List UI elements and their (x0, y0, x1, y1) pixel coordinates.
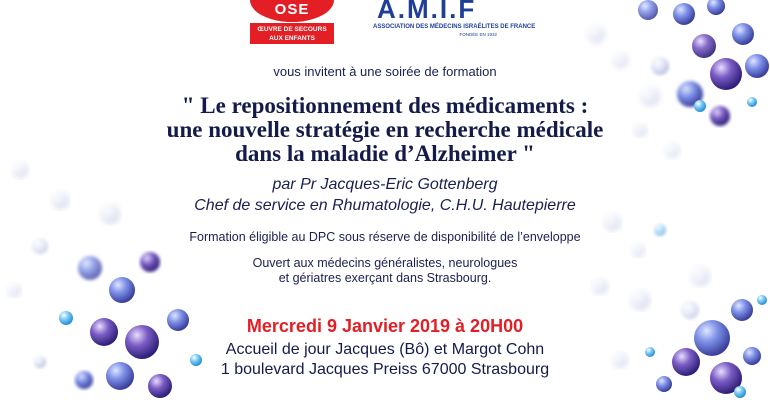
audience-line1: Ouvert aux médecins généralistes, neurologues (252, 256, 518, 270)
ose-logo (250, 0, 334, 46)
venue-info (0, 340, 770, 380)
event-title-line1: " Le repositionnement des médicaments : (181, 93, 589, 118)
speaker-role: Chef de service en Rhumatologie, C.H.U. Hautepierre (194, 197, 576, 214)
speaker-info (0, 174, 770, 216)
audience-info (0, 256, 770, 286)
audience-line2: et gériatres exerçant dans Strasbourg. (278, 271, 492, 285)
event-title (0, 94, 770, 166)
event-title-line2: une nouvelle stratégie en recherche médicale (166, 117, 604, 142)
dpc-note: Formation éligible au DPC sous réserve de disponibilité de l’enveloppe (189, 230, 581, 244)
ose-logo-mark: OSE (250, 0, 334, 22)
invitation-line: vous invitent à une soirée de formation (273, 64, 497, 79)
event-title-line3: dans la maladie d’Alzheimer " (235, 141, 535, 166)
ose-logo-line1: ŒUVRE DE SECOURS (257, 26, 327, 33)
venue-name: Accueil de jour Jacques (Bô) et Margot Cohn (225, 341, 545, 358)
amif-logo-name: ASSOCIATION DES MÉDECINS ISRAÉLITES DE FRANCE (373, 24, 536, 30)
speaker-name: par Pr Jacques-Eric Gottenberg (272, 176, 498, 193)
amif-logo-founded: FONDÉE EN 1932 (459, 32, 497, 37)
amif-logo (373, 0, 536, 46)
molecule-cluster-bottom-right (592, 278, 767, 398)
event-date: Mercredi 9 Janvier 2019 à 20H00 (246, 316, 524, 336)
amif-logo-mark: A.M.I.F (377, 0, 477, 22)
venue-address: 1 boulevard Jacques Preiss 67000 Strasbourg (220, 361, 550, 378)
ose-logo-subtitle (250, 22, 334, 44)
ose-logo-line2: AUX ENFANTS (269, 35, 315, 42)
